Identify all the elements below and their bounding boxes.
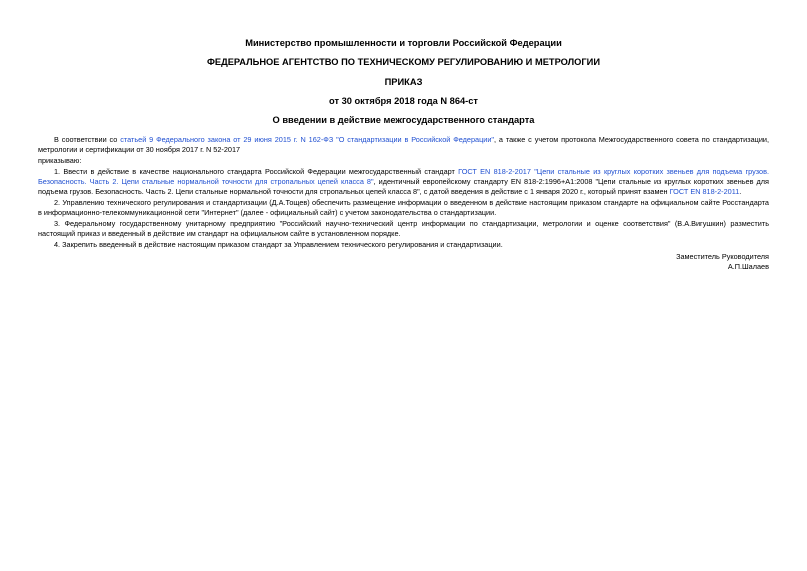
item-4-paragraph: 4. Закрепить введенный в действие настоящим приказом стандарт за Управлением технического регулирования и стандартизации. — [54, 240, 503, 249]
decree-word: приказываю: — [38, 156, 82, 165]
item-1-text-3: . — [739, 187, 742, 196]
order-heading: ПРИКАЗ — [384, 77, 423, 87]
federal-law-link[interactable]: статьей 9 Федерального закона от 29 июня 2015 г. N 162-ФЗ "О стандартизации в Российской Федерации" — [120, 135, 495, 144]
signatory-position: Заместитель Руководителя — [676, 252, 769, 261]
item-1-text-1: 1. Ввести в действие в качестве национального стандарта Российской Федерации межгосударственный стандарт — [54, 167, 459, 176]
gost-2017-link[interactable]: ГОСТ EN 818-2-2017 "Цепи стальные из круглых коротких звеньев для подъема грузов. Безопасность. Часть 2. Цепи стальные нормальной точности для стропальных цепей класса 8" — [38, 167, 770, 186]
intro-text-1: В соответствии со — [54, 135, 121, 144]
order-body — [38, 135, 769, 250]
item-3-paragraph: 3. Федеральному государственному унитарному предприятию "Российский научно-технический центр информации по стандартизации, метрологии и оценке соответствия" (В.А.Вигушкин) разместить настоящий приказ и введенный в действие им стандарт на официальном сайте в установленном порядке. — [38, 219, 769, 238]
item-1-text-2: , идентичный европейскому стандарту EN 818-2:1996+A1:2008 "Цепи стальные из круглых коротких звеньев для подъема грузов. Безопасность. Часть 2. Цепи стальные нормальной точности для стропальных цепей класса 8", с датой введения в действие с 1 января 2020 г., который принят взамен — [38, 177, 769, 196]
signatory-name: А.П.Шалаев — [727, 262, 769, 271]
agency-name: ФЕДЕРАЛЬНОЕ АГЕНТСТВО ПО ТЕХНИЧЕСКОМУ РЕГУЛИРОВАНИЮ И МЕТРОЛОГИИ — [206, 57, 601, 67]
order-title: О введении в действие межгосударственного стандарта — [272, 115, 535, 125]
order-date-number: от 30 октября 2018 года N 864-ст — [329, 96, 478, 106]
gost-2011-link[interactable]: ГОСТ EN 818-2-2011 — [669, 187, 740, 196]
intro-paragraph — [38, 135, 769, 155]
signature-block — [38, 252, 769, 272]
ministry-name: Министерство промышленности и торговли Российской Федерации — [245, 38, 562, 48]
intro-text-2: , а также с учетом протокола Межгосударственного совета по стандартизации, метрологии и сертификации от 30 ноября 2017 г. N 52-2017 — [38, 135, 770, 154]
item-1-paragraph — [38, 167, 769, 197]
item-2-paragraph: 2. Управлению технического регулирования и стандартизации (Д.А.Тощев) обеспечить размещение информации о введенном в действие настоящим приказом стандарте на официальном сайте Росстандарта в информационно-телекоммуникационной сети "Интернет" (далее - официальный сайт) с учетом законодательства о стандартизации. — [38, 198, 769, 217]
